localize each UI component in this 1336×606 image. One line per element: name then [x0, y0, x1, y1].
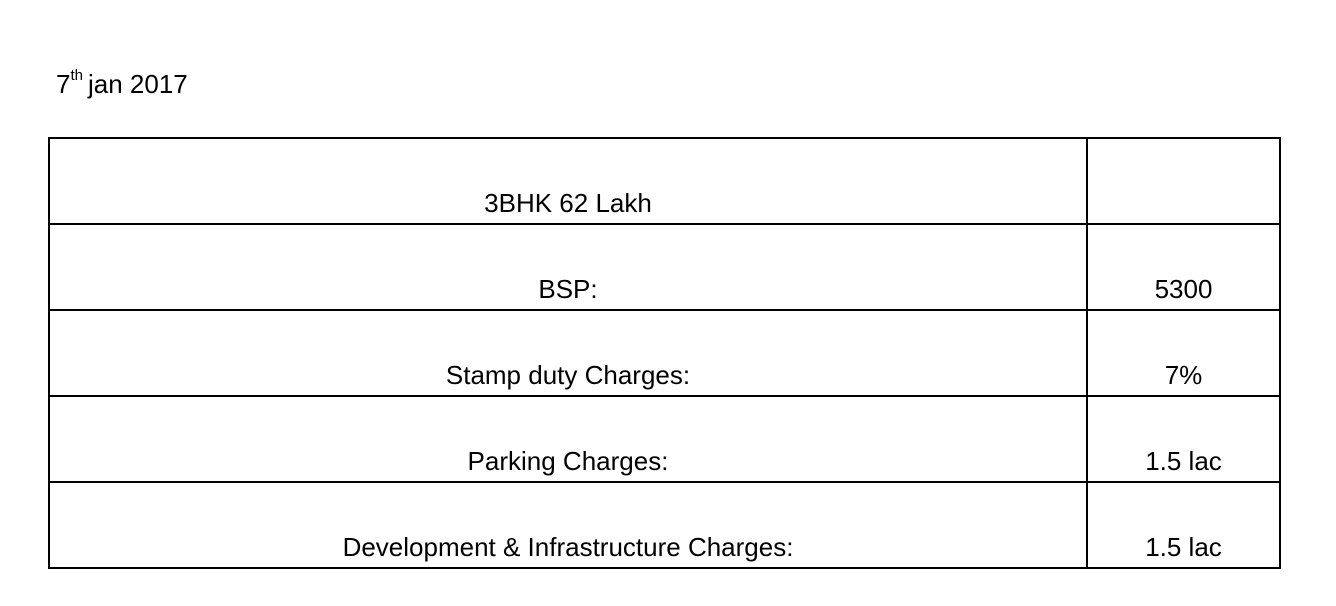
row-label: Development & Infrastructure Charges: — [49, 482, 1087, 568]
table-row — [49, 224, 1280, 310]
header-value-cell — [1087, 138, 1280, 224]
row-label: Parking Charges: — [49, 396, 1087, 482]
table-row — [49, 310, 1280, 396]
row-value: 1.5 lac — [1087, 396, 1280, 482]
date-day: 7 — [56, 69, 71, 99]
row-value: 1.5 lac — [1087, 482, 1280, 568]
table-header-row — [49, 138, 1280, 224]
row-value: 7% — [1087, 310, 1280, 396]
row-value: 5300 — [1087, 224, 1280, 310]
table-row — [49, 482, 1280, 568]
date-ordinal-suffix: th — [70, 67, 83, 85]
document-date — [56, 66, 188, 102]
header-label-cell: 3BHK 62 Lakh — [49, 138, 1087, 224]
date-month-year: jan 2017 — [87, 69, 188, 99]
row-label: BSP: — [49, 224, 1087, 310]
table-row — [49, 396, 1280, 482]
row-label: Stamp duty Charges: — [49, 310, 1087, 396]
price-table — [48, 137, 1281, 569]
